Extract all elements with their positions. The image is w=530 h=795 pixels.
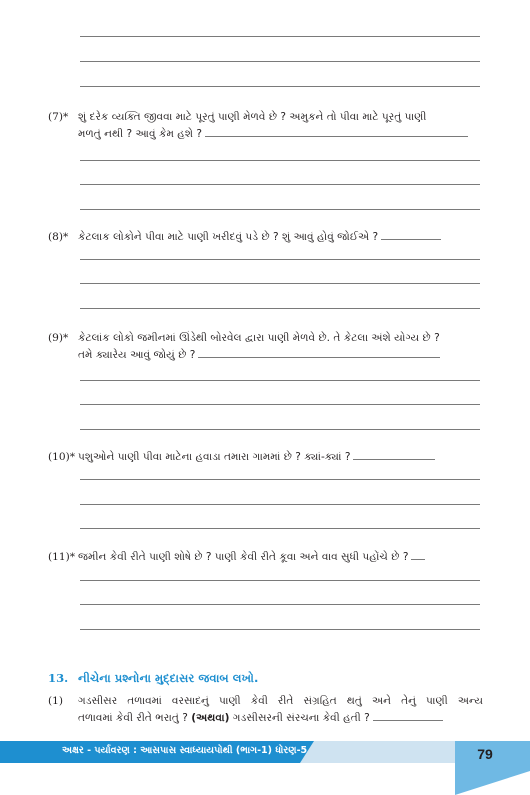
answer-line[interactable] xyxy=(205,135,468,137)
question-number: (9)* xyxy=(48,332,69,344)
question-text: તમે ક્યારેય આવું જોયું છે ? xyxy=(78,349,196,361)
question-7 xyxy=(48,109,483,143)
question-text: કેટલાક લોકોને પીવા માટે પાણી ખરીદવું પડે છે ? શું આવું હોવું જોઈએ ? xyxy=(78,231,379,243)
answer-line[interactable] xyxy=(80,629,480,630)
question-number: (7)* xyxy=(48,111,69,123)
section-heading xyxy=(48,671,258,686)
question-number: (10)* xyxy=(48,451,76,463)
answer-line[interactable] xyxy=(80,209,480,210)
answer-line[interactable] xyxy=(80,580,480,581)
question-text: કેટલાંક લોકો જમીનમાં ઊંડેથી બોરવેલ દ્વારા પાણી મેળવે છે. તે કેટલા અંશે યોગ્ય છે ? xyxy=(78,332,440,344)
or-label: (અથવા) xyxy=(191,712,230,724)
answer-line[interactable] xyxy=(381,238,441,240)
question-9 xyxy=(48,330,483,364)
answer-line[interactable] xyxy=(373,719,443,721)
answer-line[interactable] xyxy=(80,184,480,185)
answer-line[interactable] xyxy=(80,479,480,480)
answer-line[interactable] xyxy=(80,36,480,37)
answer-line[interactable] xyxy=(353,458,435,460)
answer-line[interactable] xyxy=(80,604,480,605)
section-number: 13. xyxy=(48,671,69,685)
footer-title: અક્ષર - પર્યાવરણ : આસપાસ સ્વાધ્યાયપોથી (ભાગ-1) ધોરણ-5 xyxy=(62,745,308,756)
answer-line[interactable] xyxy=(198,356,440,358)
answer-line[interactable] xyxy=(80,86,480,87)
answer-line[interactable] xyxy=(80,259,480,260)
question-text: મળતું નથી ? આવું કેમ હશે ? xyxy=(78,128,202,140)
section-title: નીચેના પ્રશ્નોના મુદ્દાસર જવાબ લખો. xyxy=(78,671,259,685)
question-number: (1) xyxy=(48,695,64,707)
question-text: પશુઓને પાણી પીવા માટેના હવાડા તમારા ગામમાં છે ? ક્યાં-ક્યાં ? xyxy=(78,451,351,463)
question-number: (8)* xyxy=(48,231,69,243)
answer-line[interactable] xyxy=(80,429,480,430)
answer-line[interactable] xyxy=(80,404,480,405)
question-13-1 xyxy=(48,693,483,727)
page-corner xyxy=(455,771,530,795)
answer-line[interactable] xyxy=(80,528,480,529)
answer-line[interactable] xyxy=(80,380,480,381)
answer-line[interactable] xyxy=(80,504,480,505)
page-number: 79 xyxy=(477,746,493,762)
question-text: જમીન કેવી રીતે પાણી શોષે છે ? પાણી કેવી રીતે કૂવા અને વાવ સુધી પહોંચે છે ? xyxy=(78,551,409,563)
question-number: (11)* xyxy=(48,551,76,563)
question-text: ગડસીસરની સંરચના કેવી હતી ? xyxy=(232,712,370,724)
answer-line[interactable] xyxy=(80,308,480,309)
question-11 xyxy=(48,549,483,566)
question-text: ગડસીસર તળાવમાં વરસાદનું પાણી કેવી રીતે સંગ્રહિત થતું અને તેનું પાણી અન્ય xyxy=(78,695,483,707)
answer-line[interactable] xyxy=(80,160,480,161)
answer-line[interactable] xyxy=(80,61,480,62)
question-10 xyxy=(48,449,483,466)
question-text: શું દરેક વ્યક્તિ જીવવા માટે પૂરતું પાણી મેળવે છે ? અમુકને તો પીવા માટે પૂરતું પાણી xyxy=(78,111,427,123)
question-8 xyxy=(48,229,483,246)
answer-line[interactable] xyxy=(411,558,425,560)
answer-line[interactable] xyxy=(80,283,480,284)
question-text: તળાવમાં કેવી રીતે ભરાતું ? xyxy=(78,712,188,724)
